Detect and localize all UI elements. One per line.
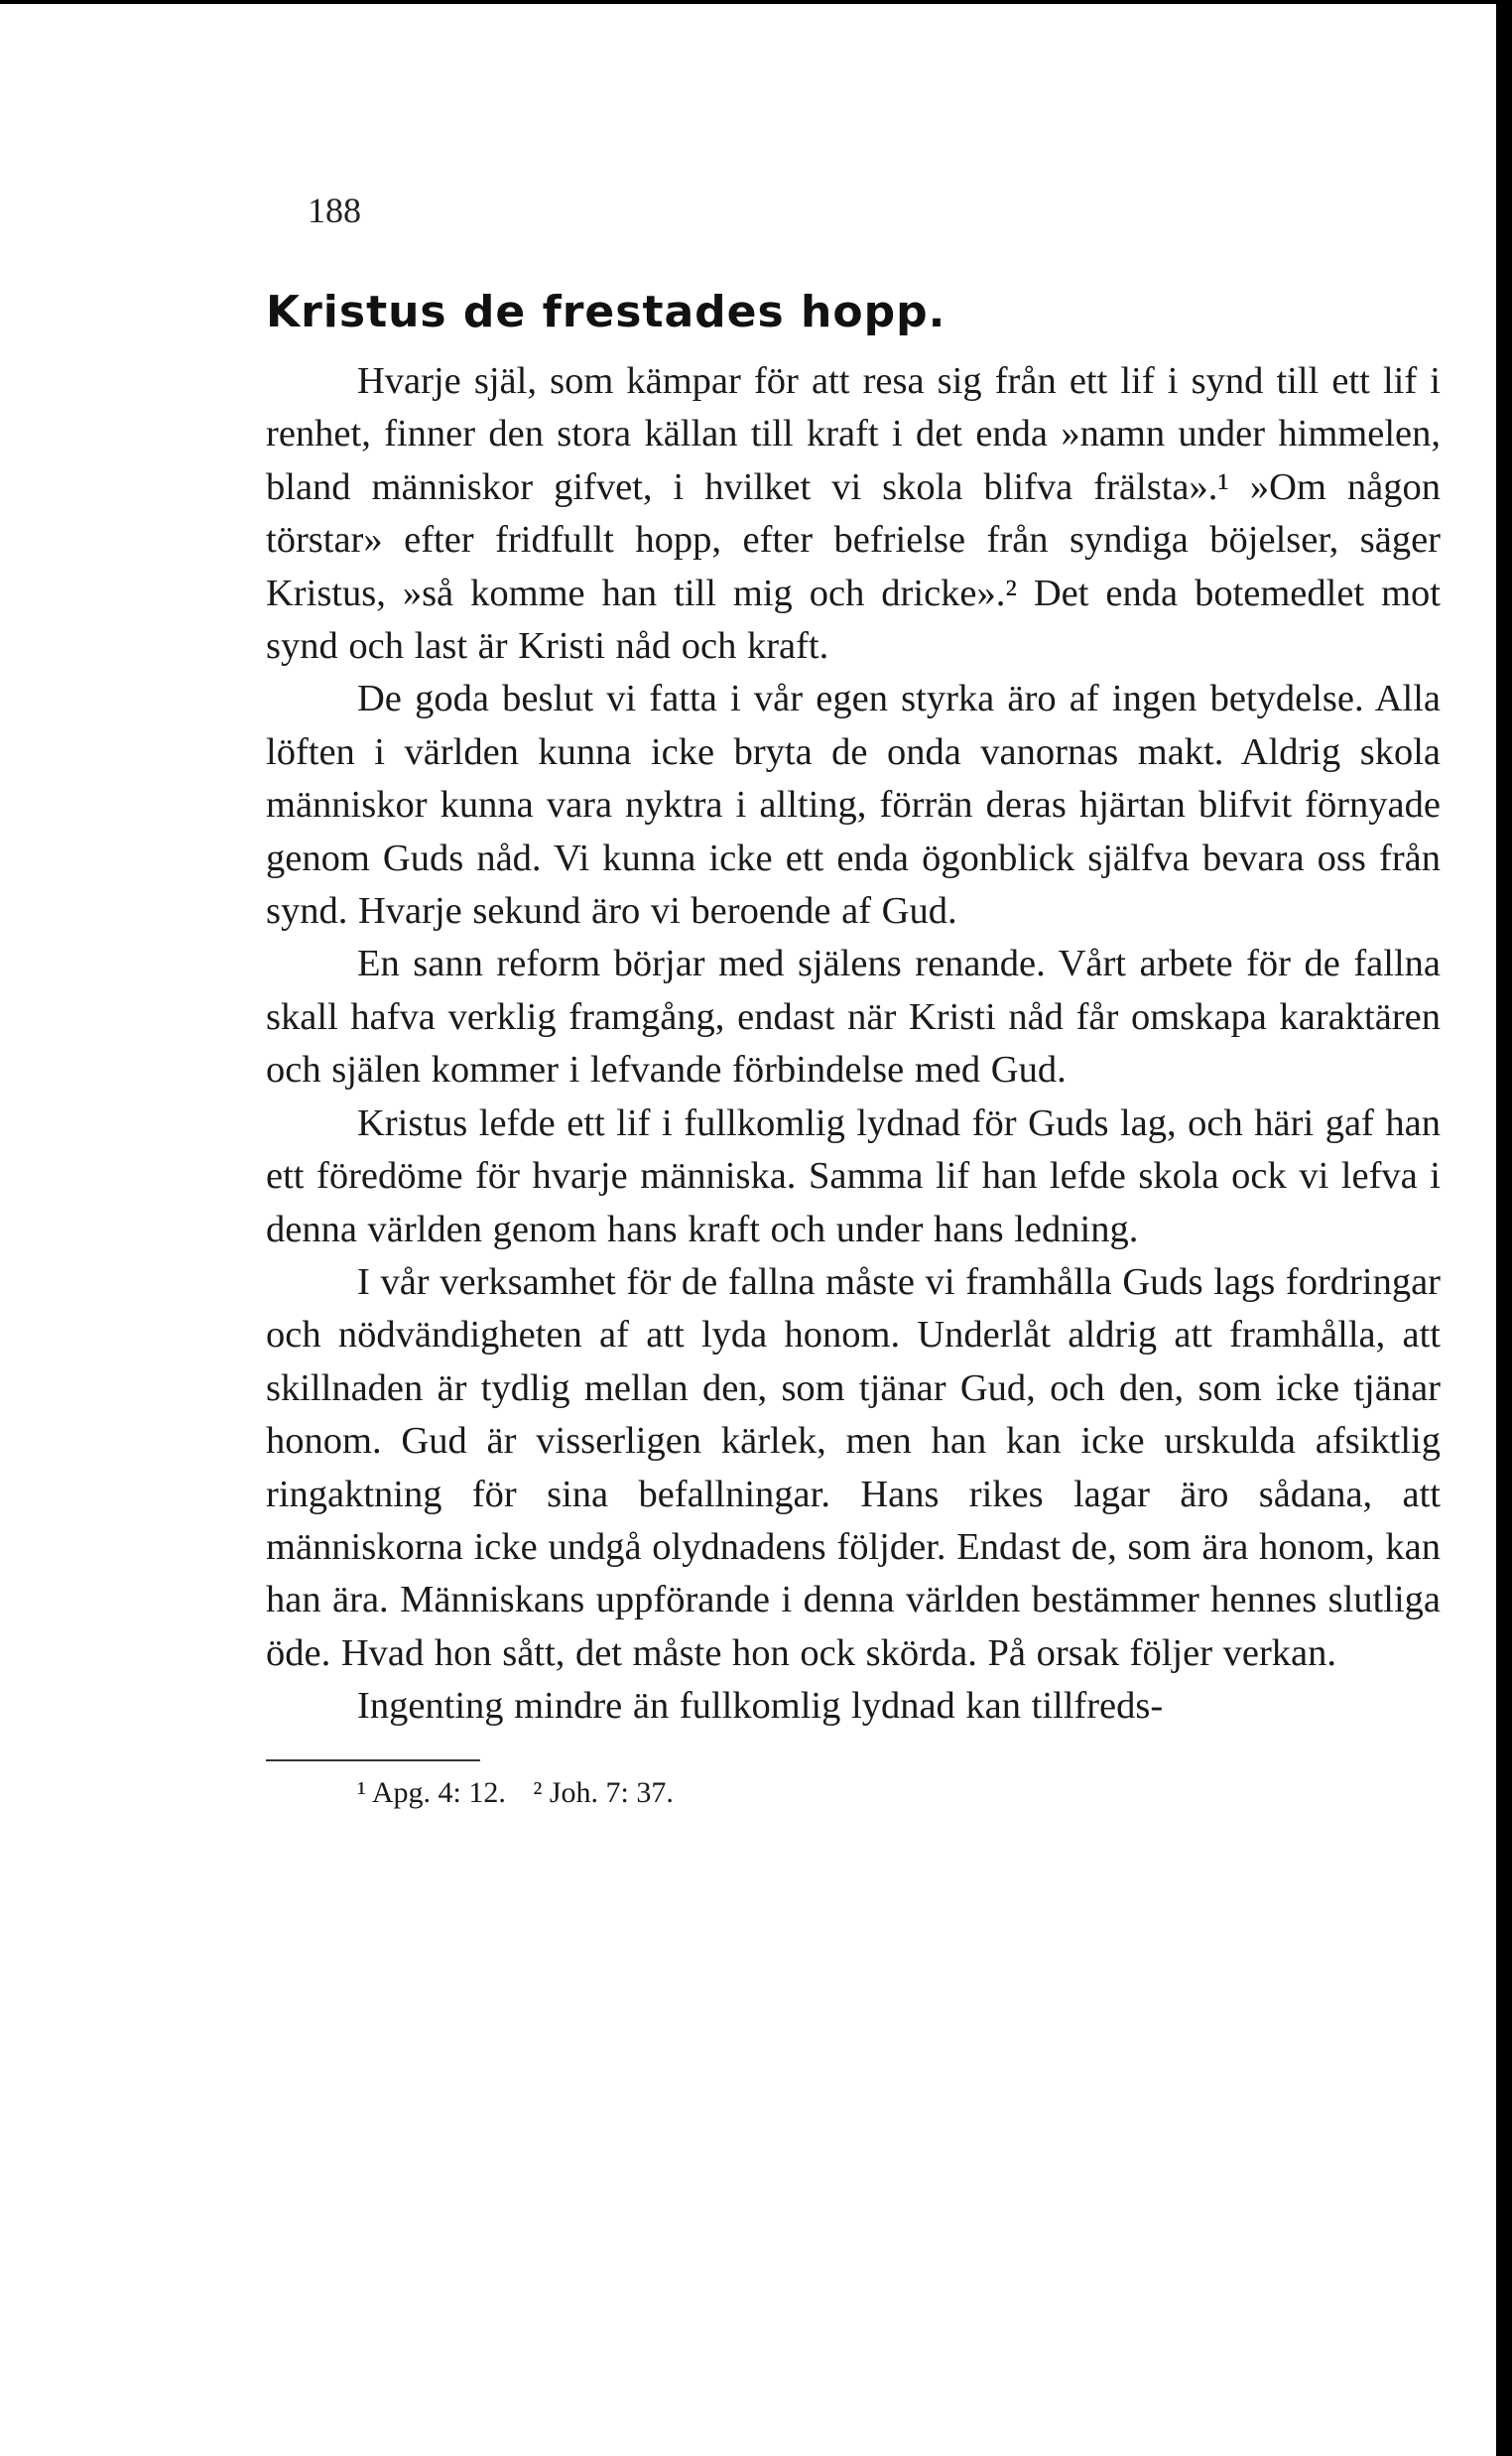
paragraph: De goda beslut vi fatta i vår egen styrka äro af ingen betydelse. Alla löften i världen kunna icke bryta de onda vanornas makt. Aldrig skola människor kunna vara nyktra i allting, förrän deras hjärtan blifvit förnyade genom Guds nåd. Vi kunna icke ett enda ögonblick själfva bevara oss från synd. Hvarje sekund äro vi beroende af Gud. (266, 678, 1441, 933)
paragraph: En sann reform börjar med själens renande. Vårt arbete för de fallna skall hafva verklig framgång, endast när Kristi nåd får omskapa karaktären och själen kommer i lefvande förbindelse med Gud. (266, 943, 1441, 1092)
scan-border-top (0, 0, 1512, 4)
footnote: ² Joh. 7: 37. (533, 1775, 674, 1809)
page-number: 188 (308, 191, 361, 230)
paragraph: I vår verksamhet för de fallna måste vi framhålla Guds lags fordringar och nödvändigheten af att lyda honom. Underlåt aldrig att framhålla, att skillnaden är tydlig mellan den, som tjänar Gud, och den, som icke tjänar honom. Gud är visserligen kärlek, men han kan icke urskulda afsiktlig ringaktning för sina befallningar. Hans rikes lagar äro sådana, att människorna icke undgå olydnadens följder. Endast de, som ära honom, kan han ära. Människans uppförande i denna världen bestämmer hennes slutliga öde. Hvad hon sått, det måste hon ock skörda. På orsak följer verkan. (266, 1260, 1441, 1674)
body-text (266, 355, 1441, 1734)
paragraph: Kristus lefde ett lif i fullkomlig lydnad för Guds lag, och häri gaf han ett föredöme för hvarje människa. Samma lif han lefde skola ock vi lefva i denna världen genom hans kraft och under hans ledning. (266, 1101, 1441, 1250)
footnotes (357, 1773, 1441, 1813)
footnote-divider (266, 1759, 480, 1761)
section-heading: Kristus de frestades hopp. (266, 287, 946, 337)
footnote: ¹ Apg. 4: 12. (357, 1775, 506, 1809)
paragraph: Hvarje själ, som kämpar för att resa sig från ett lif i synd till ett lif i renhet, finner den stora källan till kraft i det enda »namn under himmelen, bland människor gifvet, i hvilket vi skola blifva frälsta».¹ »Om någon törstar» efter fridfullt hopp, efter befrielse från syndiga böjelser, säger Kristus, »så komme han till mig och dricke».² Det enda botemedlet mot synd och last är Kristi nåd och kraft. (266, 360, 1441, 668)
book-page (266, 189, 1441, 1813)
paragraph: Ingenting mindre än fullkomlig lydnad kan tillfreds- (357, 1685, 1164, 1728)
scan-border-right (1496, 0, 1512, 2456)
